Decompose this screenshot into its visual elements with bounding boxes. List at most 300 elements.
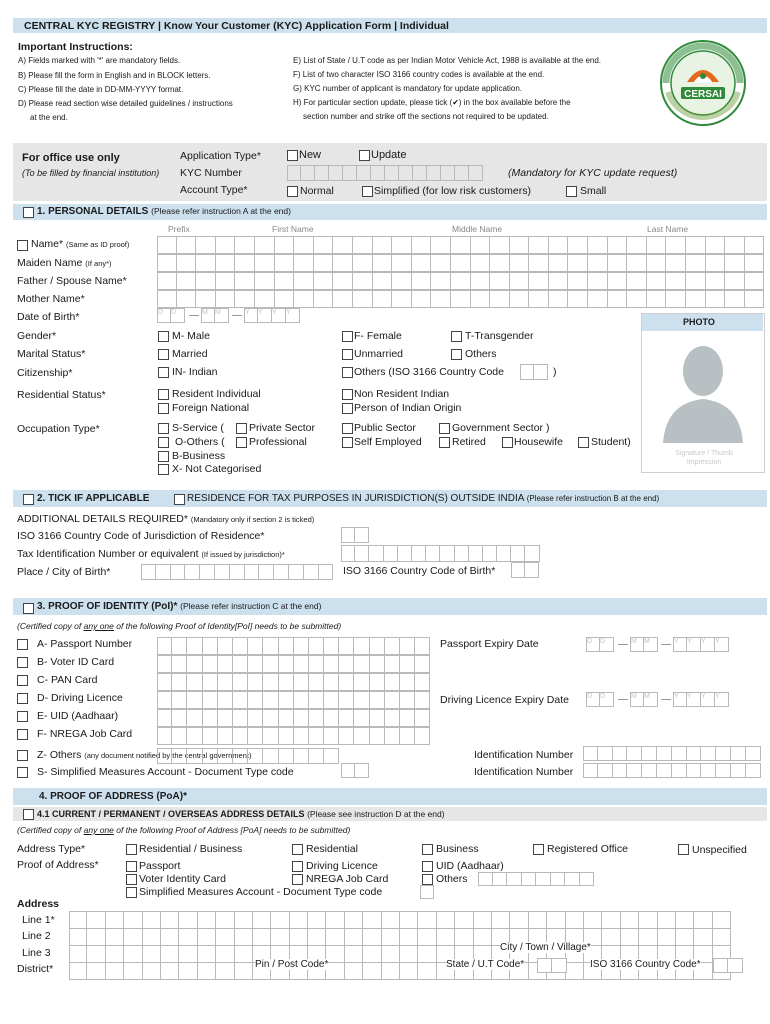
grid-cell[interactable]: [294, 637, 309, 655]
grid-cell[interactable]: [666, 254, 686, 272]
grid-cell[interactable]: [255, 290, 275, 308]
grid-cell[interactable]: [511, 545, 525, 562]
grid-cell[interactable]: [161, 911, 179, 929]
grid-cell[interactable]: [141, 564, 156, 580]
poi-grid-row[interactable]: [157, 637, 430, 655]
tin-boxes[interactable]: [341, 545, 540, 562]
grid-cell[interactable]: [309, 655, 324, 673]
grid-cell[interactable]: [746, 746, 761, 761]
grid-cell[interactable]: [309, 748, 324, 764]
grid-cell[interactable]: [369, 545, 383, 562]
grid-cell[interactable]: [373, 272, 393, 290]
grid-cell[interactable]: [598, 763, 613, 778]
grid-cell[interactable]: [608, 290, 628, 308]
grid-cell[interactable]: [613, 763, 628, 778]
grid-cell[interactable]: [157, 236, 177, 254]
grid-cell[interactable]: [203, 637, 218, 655]
grid-cell[interactable]: [455, 545, 469, 562]
pio-checkbox[interactable]: [342, 403, 353, 414]
grid-cell[interactable]: [471, 290, 491, 308]
grid-cell[interactable]: [333, 290, 353, 308]
grid-cell[interactable]: [185, 564, 200, 580]
dob-month[interactable]: M M: [201, 308, 229, 323]
grid-cell[interactable]: [124, 962, 142, 980]
grid-cell[interactable]: [161, 945, 179, 963]
grid-cell[interactable]: [666, 290, 686, 308]
grid-cell[interactable]: [647, 254, 667, 272]
grid-cell[interactable]: [339, 691, 354, 709]
grid-cell[interactable]: [143, 962, 161, 980]
grid-cell[interactable]: [245, 564, 260, 580]
grid-cell[interactable]: [400, 691, 415, 709]
grid-cell[interactable]: [290, 928, 308, 946]
grid-cell[interactable]: [588, 236, 608, 254]
grid-cell[interactable]: [248, 691, 263, 709]
mother-name-grid[interactable]: [157, 290, 764, 308]
identification-number-boxes[interactable]: [583, 746, 761, 761]
grid-cell[interactable]: [455, 911, 473, 929]
grid-cell[interactable]: [203, 655, 218, 673]
grid-cell[interactable]: [474, 928, 492, 946]
grid-cell[interactable]: [324, 637, 339, 655]
grid-cell[interactable]: [203, 727, 218, 745]
grid-cell[interactable]: [746, 763, 761, 778]
grid-cell[interactable]: [627, 254, 647, 272]
grid-cell[interactable]: [218, 655, 233, 673]
res-business-checkbox[interactable]: [126, 844, 137, 855]
married-checkbox[interactable]: [158, 349, 169, 360]
grid-cell[interactable]: [106, 911, 124, 929]
grid-cell[interactable]: [235, 962, 253, 980]
grid-cell[interactable]: [216, 911, 234, 929]
grid-cell[interactable]: [354, 709, 369, 727]
grid-cell[interactable]: [353, 290, 373, 308]
grid-cell[interactable]: [157, 727, 172, 745]
grid-cell[interactable]: [412, 290, 432, 308]
grid-cell[interactable]: [745, 290, 765, 308]
grid-cell[interactable]: [580, 872, 595, 886]
grid-cell[interactable]: [187, 748, 202, 764]
grid-cell[interactable]: [382, 928, 400, 946]
grid-cell[interactable]: [255, 272, 275, 290]
place-of-birth-boxes[interactable]: [141, 564, 333, 580]
gender-male-checkbox[interactable]: [158, 331, 169, 342]
grid-cell[interactable]: [522, 872, 537, 886]
grid-cell[interactable]: [309, 673, 324, 691]
grid-cell[interactable]: [510, 290, 530, 308]
grid-cell[interactable]: [385, 727, 400, 745]
poi-grid-row[interactable]: [157, 691, 430, 709]
grid-cell[interactable]: [314, 290, 334, 308]
poi-grid-row[interactable]: [157, 727, 430, 745]
date-cell[interactable]: Y: [701, 637, 715, 652]
grid-cell[interactable]: [279, 748, 294, 764]
grid-cell[interactable]: [385, 655, 400, 673]
grid-cell[interactable]: [235, 290, 255, 308]
business-checkbox[interactable]: [158, 451, 169, 462]
grid-cell[interactable]: [294, 254, 314, 272]
grid-cell[interactable]: [529, 272, 549, 290]
grid-cell[interactable]: [384, 545, 398, 562]
grid-cell[interactable]: [157, 254, 177, 272]
grid-cell[interactable]: [187, 709, 202, 727]
grid-cell[interactable]: [400, 709, 415, 727]
not-categorised-checkbox[interactable]: [158, 464, 169, 475]
grid-cell[interactable]: [233, 637, 248, 655]
grid-cell[interactable]: [370, 691, 385, 709]
grid-cell[interactable]: [701, 746, 716, 761]
grid-cell[interactable]: [621, 911, 639, 929]
grid-cell[interactable]: [598, 746, 613, 761]
grid-cell[interactable]: [87, 928, 105, 946]
grid-cell[interactable]: [235, 272, 255, 290]
grid-cell[interactable]: [216, 290, 236, 308]
grid-cell[interactable]: [529, 290, 549, 308]
grid-cell[interactable]: [157, 655, 172, 673]
grid-cell[interactable]: [248, 637, 263, 655]
grid-cell[interactable]: [279, 637, 294, 655]
grid-cell[interactable]: [418, 911, 436, 929]
grid-cell[interactable]: [440, 545, 454, 562]
grid-cell[interactable]: [275, 272, 295, 290]
iso-birth-boxes[interactable]: [511, 562, 539, 578]
grid-cell[interactable]: [324, 691, 339, 709]
grid-cell[interactable]: [382, 911, 400, 929]
grid-cell[interactable]: [218, 673, 233, 691]
grid-cell[interactable]: [87, 945, 105, 963]
grid-cell[interactable]: [309, 637, 324, 655]
grid-cell[interactable]: [608, 272, 628, 290]
state-code-boxes[interactable]: [537, 958, 567, 973]
grid-cell[interactable]: [525, 545, 539, 562]
grid-cell[interactable]: [235, 928, 253, 946]
marital-others-checkbox[interactable]: [451, 349, 462, 360]
grid-cell[interactable]: [565, 872, 580, 886]
grid-cell[interactable]: [613, 746, 628, 761]
grid-cell[interactable]: [294, 691, 309, 709]
grid-cell[interactable]: [588, 290, 608, 308]
grid-cell[interactable]: [179, 911, 197, 929]
passport-expiry-segment[interactable]: [586, 637, 614, 652]
dob-day[interactable]: D D: [157, 308, 185, 323]
poi-nrega-checkbox[interactable]: [17, 729, 28, 740]
grid-cell[interactable]: [218, 637, 233, 655]
grid-cell[interactable]: [647, 272, 667, 290]
gender-female-checkbox[interactable]: [342, 331, 353, 342]
grid-cell[interactable]: [248, 727, 263, 745]
grid-cell[interactable]: [529, 236, 549, 254]
grid-cell[interactable]: [370, 673, 385, 691]
grid-cell[interactable]: [179, 962, 197, 980]
date-cell[interactable]: Y: [687, 692, 701, 707]
grid-cell[interactable]: [309, 709, 324, 727]
grid-cell[interactable]: [687, 746, 702, 761]
grid-cell[interactable]: [647, 290, 667, 308]
poi-simplified-code[interactable]: [341, 763, 369, 778]
grid-cell[interactable]: [627, 746, 642, 761]
grid-cell[interactable]: [106, 945, 124, 963]
grid-cell[interactable]: [706, 254, 726, 272]
grid-cell[interactable]: [233, 709, 248, 727]
grid-cell[interactable]: [354, 691, 369, 709]
grid-cell[interactable]: [725, 236, 745, 254]
grid-cell[interactable]: [187, 655, 202, 673]
citizenship-indian-checkbox[interactable]: [158, 367, 169, 378]
public-sector-checkbox[interactable]: [342, 423, 353, 434]
grid-cell[interactable]: [294, 272, 314, 290]
grid-cell[interactable]: [492, 911, 510, 929]
grid-cell[interactable]: [354, 673, 369, 691]
grid-cell[interactable]: [203, 748, 218, 764]
citizenship-country-code[interactable]: [520, 364, 548, 380]
grid-cell[interactable]: [309, 691, 324, 709]
grid-cell[interactable]: [666, 236, 686, 254]
grid-cell[interactable]: [583, 763, 598, 778]
maiden-name-grid[interactable]: [157, 254, 764, 272]
normal-checkbox[interactable]: [287, 186, 298, 197]
dl-expiry-segment[interactable]: [673, 692, 729, 707]
grid-cell[interactable]: [187, 691, 202, 709]
grid-cell[interactable]: [69, 962, 87, 980]
grid-cell[interactable]: [745, 254, 765, 272]
grid-cell[interactable]: [602, 911, 620, 929]
grid-cell[interactable]: [363, 962, 381, 980]
address-line1-grid[interactable]: [69, 911, 731, 929]
poa-nrega-checkbox[interactable]: [292, 874, 303, 885]
grid-cell[interactable]: [324, 727, 339, 745]
grid-cell[interactable]: [218, 748, 233, 764]
grid-cell[interactable]: [713, 928, 731, 946]
grid-cell[interactable]: [370, 637, 385, 655]
poa-dl-checkbox[interactable]: [292, 861, 303, 872]
grid-cell[interactable]: [326, 911, 344, 929]
grid-cell[interactable]: [319, 564, 334, 580]
grid-cell[interactable]: [172, 673, 187, 691]
poa-simplified-code[interactable]: [420, 885, 434, 899]
grid-cell[interactable]: [271, 911, 289, 929]
grid-cell[interactable]: [294, 748, 309, 764]
grid-cell[interactable]: [324, 655, 339, 673]
grid-cell[interactable]: [549, 272, 569, 290]
grid-cell[interactable]: [647, 236, 667, 254]
poi-number-grid[interactable]: [157, 637, 430, 757]
grid-cell[interactable]: [412, 254, 432, 272]
grid-cell[interactable]: [400, 727, 415, 745]
grid-cell[interactable]: [510, 911, 528, 929]
grid-cell[interactable]: [657, 746, 672, 761]
grid-cell[interactable]: [196, 290, 216, 308]
new-checkbox[interactable]: [287, 150, 298, 161]
poa-others-boxes[interactable]: [478, 872, 594, 886]
date-cell[interactable]: M: [630, 637, 644, 652]
grid-cell[interactable]: [471, 272, 491, 290]
iso-jurisdiction-boxes[interactable]: [341, 527, 369, 543]
grid-cell[interactable]: [672, 746, 687, 761]
grid-cell[interactable]: [324, 709, 339, 727]
occupation-service-checkbox[interactable]: [158, 423, 169, 434]
grid-cell[interactable]: [471, 236, 491, 254]
grid-cell[interactable]: [203, 673, 218, 691]
grid-cell[interactable]: [686, 272, 706, 290]
grid-cell[interactable]: [400, 911, 418, 929]
father-name-grid[interactable]: [157, 272, 764, 290]
dob-year[interactable]: Y Y Y Y: [244, 308, 300, 323]
grid-cell[interactable]: [248, 655, 263, 673]
grid-cell[interactable]: [69, 945, 87, 963]
grid-cell[interactable]: [156, 564, 171, 580]
government-sector-checkbox[interactable]: [439, 423, 450, 434]
date-cell[interactable]: Y: [673, 692, 687, 707]
grid-cell[interactable]: [233, 691, 248, 709]
grid-cell[interactable]: [87, 962, 105, 980]
grid-cell[interactable]: [478, 872, 493, 886]
grid-cell[interactable]: [745, 272, 765, 290]
grid-cell[interactable]: [233, 748, 248, 764]
registered-office-checkbox[interactable]: [533, 844, 544, 855]
grid-cell[interactable]: [373, 254, 393, 272]
grid-cell[interactable]: [493, 872, 508, 886]
self-employed-checkbox[interactable]: [342, 437, 353, 448]
name-checkbox[interactable]: [17, 240, 28, 251]
grid-cell[interactable]: [363, 928, 381, 946]
grid-cell[interactable]: [490, 254, 510, 272]
grid-cell[interactable]: [143, 945, 161, 963]
dl-expiry-segment[interactable]: [586, 692, 614, 707]
grid-cell[interactable]: [716, 746, 731, 761]
grid-cell[interactable]: [400, 962, 418, 980]
grid-cell[interactable]: [483, 545, 497, 562]
grid-cell[interactable]: [308, 911, 326, 929]
grid-cell[interactable]: [294, 709, 309, 727]
poa-uid-checkbox[interactable]: [422, 861, 433, 872]
grid-cell[interactable]: [235, 911, 253, 929]
date-cell[interactable]: Y: [673, 637, 687, 652]
unspecified-checkbox[interactable]: [678, 844, 689, 855]
grid-cell[interactable]: [412, 236, 432, 254]
grid-cell[interactable]: [745, 236, 765, 254]
grid-cell[interactable]: [339, 727, 354, 745]
foreign-national-checkbox[interactable]: [158, 403, 169, 414]
grid-cell[interactable]: [233, 673, 248, 691]
grid-cell[interactable]: [172, 709, 187, 727]
update-checkbox[interactable]: [359, 150, 370, 161]
grid-cell[interactable]: [676, 928, 694, 946]
poi-grid-row[interactable]: [157, 655, 430, 673]
grid-cell[interactable]: [216, 254, 236, 272]
grid-cell[interactable]: [294, 673, 309, 691]
grid-cell[interactable]: [294, 727, 309, 745]
grid-cell[interactable]: [69, 928, 87, 946]
grid-cell[interactable]: [400, 945, 418, 963]
grid-cell[interactable]: [686, 254, 706, 272]
grid-cell[interactable]: [686, 236, 706, 254]
grid-cell[interactable]: [415, 655, 430, 673]
tick-if-applicable-checkbox[interactable]: [23, 494, 34, 505]
grid-cell[interactable]: [497, 545, 511, 562]
occupation-others-checkbox[interactable]: [158, 437, 169, 448]
grid-cell[interactable]: [385, 637, 400, 655]
grid-cell[interactable]: [157, 637, 172, 655]
grid-cell[interactable]: [248, 709, 263, 727]
passport-expiry-segment[interactable]: [673, 637, 729, 652]
citizenship-others-checkbox[interactable]: [342, 367, 353, 378]
grid-cell[interactable]: [716, 763, 731, 778]
grid-cell[interactable]: [642, 746, 657, 761]
grid-cell[interactable]: [198, 962, 216, 980]
grid-cell[interactable]: [672, 763, 687, 778]
grid-cell[interactable]: [179, 945, 197, 963]
grid-cell[interactable]: [279, 709, 294, 727]
professional-checkbox[interactable]: [236, 437, 247, 448]
grid-cell[interactable]: [731, 763, 746, 778]
grid-cell[interactable]: [490, 290, 510, 308]
grid-cell[interactable]: [171, 564, 186, 580]
grid-cell[interactable]: [274, 564, 289, 580]
grid-cell[interactable]: [353, 272, 373, 290]
grid-cell[interactable]: [294, 290, 314, 308]
grid-cell[interactable]: [373, 290, 393, 308]
grid-cell[interactable]: [549, 254, 569, 272]
grid-cell[interactable]: [263, 748, 278, 764]
grid-cell[interactable]: [248, 673, 263, 691]
grid-cell[interactable]: [694, 928, 712, 946]
grid-cell[interactable]: [179, 928, 197, 946]
grid-cell[interactable]: [657, 763, 672, 778]
grid-cell[interactable]: [490, 272, 510, 290]
poi-others-checkbox[interactable]: [17, 750, 28, 761]
grid-cell[interactable]: [418, 945, 436, 963]
grid-cell[interactable]: [157, 290, 177, 308]
grid-cell[interactable]: [275, 254, 295, 272]
grid-cell[interactable]: [382, 962, 400, 980]
date-cell[interactable]: D: [586, 637, 600, 652]
poi-simplified-checkbox[interactable]: [17, 767, 28, 778]
grid-cell[interactable]: [259, 564, 274, 580]
resident-individual-checkbox[interactable]: [158, 389, 169, 400]
grid-cell[interactable]: [333, 254, 353, 272]
grid-cell[interactable]: [725, 272, 745, 290]
grid-cell[interactable]: [584, 911, 602, 929]
poa-simplified-checkbox[interactable]: [126, 887, 137, 898]
grid-cell[interactable]: [392, 236, 412, 254]
grid-cell[interactable]: [124, 945, 142, 963]
grid-cell[interactable]: [279, 673, 294, 691]
grid-cell[interactable]: [363, 945, 381, 963]
grid-cell[interactable]: [400, 637, 415, 655]
grid-cell[interactable]: [308, 928, 326, 946]
grid-cell[interactable]: [412, 272, 432, 290]
grid-cell[interactable]: [415, 637, 430, 655]
grid-cell[interactable]: [326, 962, 344, 980]
grid-cell[interactable]: [551, 872, 566, 886]
small-checkbox[interactable]: [566, 186, 577, 197]
grid-cell[interactable]: [602, 928, 620, 946]
grid-cell[interactable]: [345, 945, 363, 963]
poi-passport-checkbox[interactable]: [17, 639, 28, 650]
grid-cell[interactable]: [172, 748, 187, 764]
grid-cell[interactable]: [339, 655, 354, 673]
grid-cell[interactable]: [271, 928, 289, 946]
grid-cell[interactable]: [529, 254, 549, 272]
grid-cell[interactable]: [216, 236, 236, 254]
grid-cell[interactable]: [289, 564, 304, 580]
grid-cell[interactable]: [627, 763, 642, 778]
grid-cell[interactable]: [621, 928, 639, 946]
date-cell[interactable]: D: [586, 692, 600, 707]
grid-cell[interactable]: [706, 272, 726, 290]
grid-cell[interactable]: [354, 655, 369, 673]
grid-cell[interactable]: [200, 564, 215, 580]
